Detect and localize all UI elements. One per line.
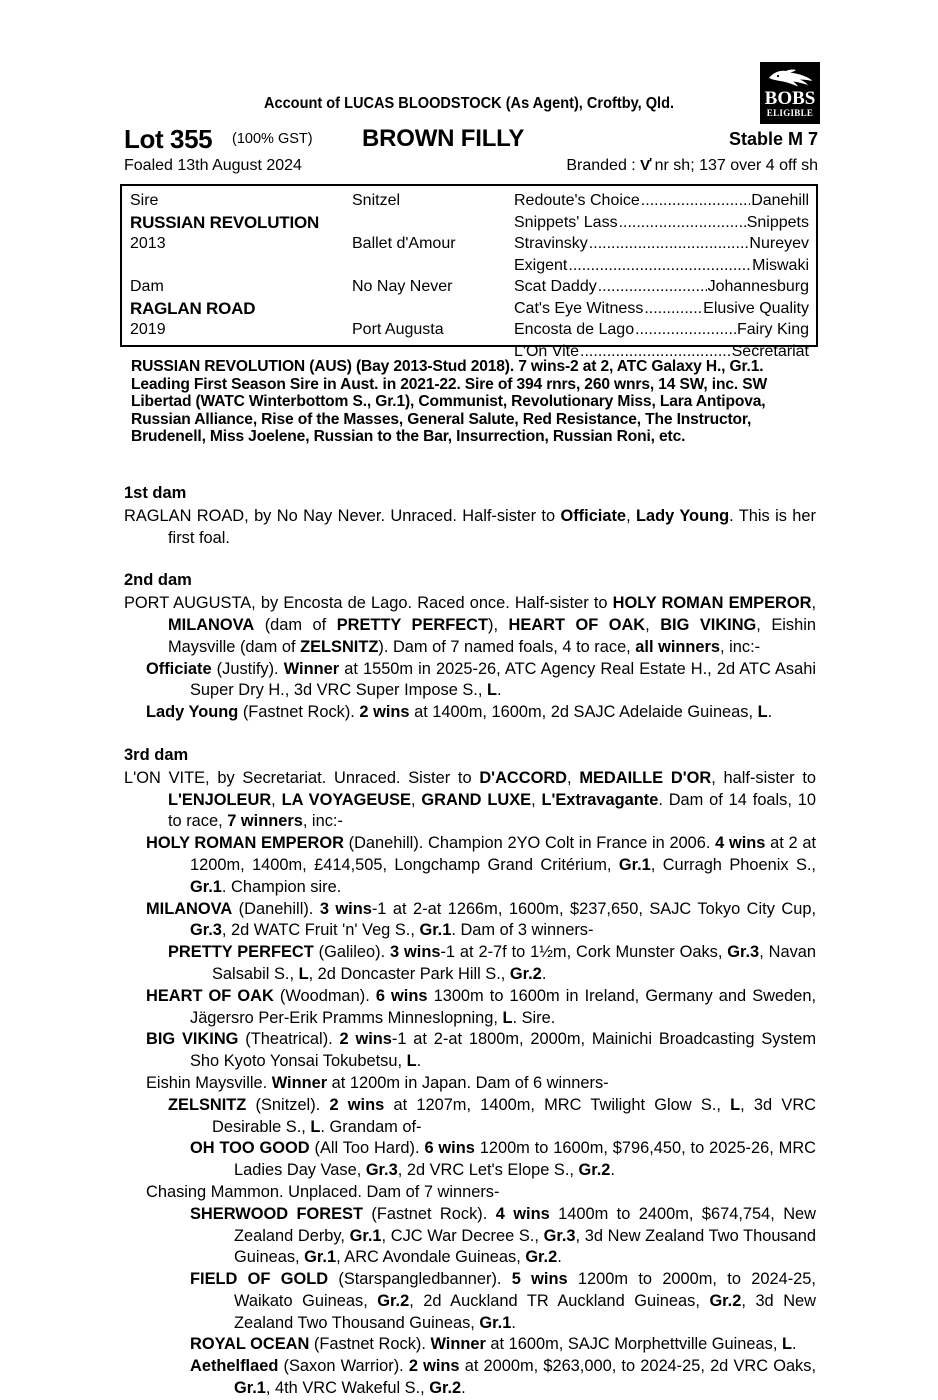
dam-heading: 2nd dam bbox=[124, 571, 192, 590]
dot-leader bbox=[598, 276, 707, 298]
pedigree-entry: OH TOO GOOD (All Too Hard). 6 wins 1200m to 1600m, $796,450, to 2025-26, MRC Ladies Day Vase, Gr.3, 2d VRC Let's Elope S., Gr.2. bbox=[190, 1139, 816, 1180]
pedigree-left-row bbox=[130, 190, 512, 212]
dot-leader bbox=[644, 298, 702, 320]
pedigree-ancestor-value: Fairy King bbox=[736, 321, 809, 338]
lot-header-row bbox=[124, 124, 818, 152]
branded-info bbox=[566, 157, 818, 175]
pedigree-ancestor-value: Secretariat bbox=[731, 342, 809, 360]
brand-symbol-icon: V ' bbox=[640, 157, 650, 174]
pedigree-right-row bbox=[514, 190, 809, 212]
pedigree-right-row bbox=[514, 212, 809, 234]
page-title: BROWN FILLY bbox=[362, 125, 525, 152]
pedigree-ancestor-value: Johannesburg bbox=[707, 278, 809, 295]
pedigree-left-label: 2013 bbox=[130, 235, 166, 252]
dam-heading: 1st dam bbox=[124, 484, 187, 502]
horse-head-icon bbox=[767, 67, 813, 89]
pedigree-right-column bbox=[514, 190, 809, 362]
pedigree-entry: ROYAL OCEAN (Fastnet Rock). Winner at 1600m, SAJC Morphettville Guineas, L. bbox=[190, 1335, 797, 1354]
pedigree-entry: L'ON VITE, by Secretariat. Unraced. Sister to D'ACCORD, MEDAILLE D'OR, half-sister to L'ENJOLEUR, LA VOYAGEUSE, GRAND LUXE, L'Extravagante. Dam of 14 foals, 10 to race, 7 winners, inc:- bbox=[124, 768, 817, 831]
dot-leader bbox=[641, 190, 750, 212]
pedigree-entry: FIELD OF GOLD (Starspangledbanner). 5 wins 1200m to 2000m, to 2024-25, Waikato Guineas, Gr.2, 2d Auckland TR Auckland Guineas, Gr.2, 3d New Zealand Two Thousand Guineas, Gr.1. bbox=[190, 1270, 817, 1332]
pedigree-left-row bbox=[130, 212, 512, 234]
pedigree-entry: Lady Young (Fastnet Rock). 2 wins at 1400m, 1600m, 2d SAJC Adelaide Guineas, L. bbox=[146, 703, 773, 722]
pedigree-left-label: Dam bbox=[130, 278, 164, 295]
logo-eligible-text: ELIGIBLE bbox=[766, 108, 814, 118]
pedigree-right-row bbox=[514, 298, 809, 320]
pedigree-entry: PRETTY PERFECT (Galileo). 3 wins-1 at 2-7f to 1½m, Cork Munster Oaks, Gr.3, Navan Salsabil S., L, 2d Doncaster Park Hill S., Gr.2. bbox=[168, 943, 817, 983]
lot-gst: (100% GST) bbox=[232, 131, 313, 147]
pedigree-entry: RAGLAN ROAD, by No Nay Never. Unraced. Half-sister to Officiate, Lady Young. This is her first foal. bbox=[124, 506, 816, 547]
pedigree-left-row bbox=[130, 319, 512, 341]
dot-leader bbox=[619, 212, 746, 234]
pedigree-ancestor-value: Miswaki bbox=[752, 256, 809, 274]
pedigree-left-value: Port Augusta bbox=[352, 321, 444, 338]
pedigree-left-label: 2019 bbox=[130, 321, 166, 338]
section-gap bbox=[124, 724, 816, 745]
foaled-date: Foaled 13th August 2024 bbox=[124, 157, 302, 174]
pedigree-left-column bbox=[130, 190, 512, 362]
pedigree-ancestor-name: Scat Daddy bbox=[514, 278, 597, 295]
pedigree-left-value: No Nay Never bbox=[352, 278, 453, 295]
pedigree-entry: Eishin Maysville. Winner at 1200m in Japan. Dam of 6 winners- bbox=[146, 1073, 609, 1092]
account-line: Account of LUCAS BLOODSTOCK (As Agent), Croftby, Qld. bbox=[263, 95, 675, 112]
pedigree-ancestor-name: L'On Vite bbox=[514, 342, 580, 360]
section-gap bbox=[124, 549, 816, 570]
pedigree-ancestor-value: Nureyev bbox=[749, 235, 809, 252]
pedigree-right-row bbox=[514, 233, 809, 255]
dot-leader bbox=[589, 233, 749, 255]
pedigree-left-row bbox=[130, 233, 512, 255]
pedigree-entry: Aethelflaed (Saxon Warrior). 2 wins at 2000m, $263,000, to 2024-25, 2d VRC Oaks, Gr.1, 4th VRC Wakeful S., Gr.2. bbox=[190, 1357, 817, 1398]
pedigree-left-label: RAGLAN ROAD bbox=[130, 298, 256, 318]
dot-leader bbox=[635, 319, 736, 341]
pedigree-left-row bbox=[130, 276, 512, 298]
pedigree-entry: Officiate (Justify). Winner at 1550m in 2025-26, ATC Agency Real Estate H., 2d ATC Asahi Super Dry H., 3d VRC Super Impose S., L. bbox=[146, 659, 816, 700]
dot-leader bbox=[568, 255, 751, 277]
pedigree-entry: BIG VIKING (Theatrical). 2 wins-1 at 2-at 1800m, 2000m, Mainichi Broadcasting System Sho Kyoto Yonsai Tokubetsu, L. bbox=[146, 1030, 816, 1071]
pedigree-ancestor-name: Exigent bbox=[514, 256, 568, 274]
pedigree-entry: ZELSNITZ (Snitzel). 2 wins at 1207m, 1400m, MRC Twilight Glow S., L, 3d VRC Desirable S., L. Grandam of- bbox=[168, 1095, 816, 1136]
pedigree-table bbox=[120, 184, 818, 360]
pedigree-left-row bbox=[130, 298, 512, 320]
pedigree-entry: Chasing Mammon. Unplaced. Dam of 7 winners- bbox=[146, 1182, 500, 1201]
branded-prefix: Branded : bbox=[566, 157, 641, 174]
pedigree-left-value: Snitzel bbox=[352, 192, 401, 209]
pedigree-ancestor-value: Elusive Quality bbox=[703, 299, 809, 317]
pedigree-ancestor-name: Redoute's Choice bbox=[514, 192, 640, 209]
branded-rest: nr sh; 137 over 4 off sh bbox=[650, 157, 818, 174]
pedigree-entry: MILANOVA (Danehill). 3 wins-1 at 2-at 1266m, 1600m, $237,650, SAJC Tokyo City Cup, Gr.3, 2d WATC Fruit 'n' Veg S., Gr.1. Dam of 3 winners- bbox=[146, 899, 816, 940]
lot-number: Lot 355 bbox=[124, 124, 213, 154]
pedigree-entry: PORT AUGUSTA, by Encosta de Lago. Raced once. Half-sister to HOLY ROMAN EMPEROR, MILANOVA (dam of PRETTY PERFECT), HEART OF OAK, BIG VIKING, Eishin Maysville (dam of ZELSNITZ). Dam of 7 named foals, 4 to race, all winners, inc:- bbox=[124, 594, 817, 656]
pedigree-left-label: Sire bbox=[130, 192, 159, 209]
pedigree-ancestor-name: Stravinsky bbox=[514, 235, 588, 252]
pedigree-ancestor-name: Snippets' Lass bbox=[514, 213, 618, 231]
pedigree-ancestor-name: Cat's Eye Witness bbox=[514, 299, 644, 317]
pedigree-left-label: RUSSIAN REVOLUTION bbox=[130, 212, 320, 232]
pedigree-body bbox=[124, 483, 816, 1400]
pedigree-entry: SHERWOOD FOREST (Fastnet Rock). 4 wins 1400m to 2400m, $674,754, New Zealand Derby, Gr.1, CJC War Decree S., Gr.3, 3d New Zealand Two Thousand Guineas, Gr.1, ARC Avondale Guineas, Gr.2. bbox=[190, 1204, 817, 1267]
pedigree-right-row bbox=[514, 255, 809, 277]
pedigree-entry: HOLY ROMAN EMPEROR (Danehill). Champion 2YO Colt in France in 2006. 4 wins at 2 at 1200m, 1400m, £414,505, Longchamp Grand Critérium, Gr.1, Curragh Phoenix S., Gr.1. Champion sire. bbox=[146, 834, 817, 896]
pedigree-ancestor-value: Danehill bbox=[751, 192, 809, 209]
dam-heading: 3rd dam bbox=[124, 745, 189, 764]
pedigree-ancestor-value: Snippets bbox=[746, 213, 809, 231]
pedigree-left-row bbox=[130, 255, 512, 277]
pedigree-right-row bbox=[514, 319, 809, 341]
sire-summary: RUSSIAN REVOLUTION (AUS) (Bay 2013-Stud 2018). 7 wins-2 at 2, ATC Galaxy H., Gr.1. Leading First Season Sire in Aust. in 2021-22. Sire of 394 rnrs, 260 wnrs, 14 SW, inc. SW Libertad (WATC Winterbottom S., Gr.1), Communist, Revolutionary Miss, Lara Antipova, Russian Alliance, Rise of the Masses, General Salute, Red Resistance, The Instructor, Brudenell, Miss Joelene, Russian to the Bar, Insurrection, Russian Roni, etc. bbox=[131, 358, 768, 445]
stable-label: Stable M 7 bbox=[728, 129, 818, 149]
logo-bobs-text: BOBS bbox=[764, 88, 816, 109]
pedigree-left-value: Ballet d'Amour bbox=[352, 235, 456, 252]
bobs-eligible-logo bbox=[760, 62, 820, 124]
pedigree-entry: HEART OF OAK (Woodman). 6 wins 1300m to 1600m in Ireland, Germany and Sweden, Jägersro Per-Erik Pramms Minneslopning, L. Sire. bbox=[146, 986, 817, 1027]
pedigree-right-row bbox=[514, 276, 809, 298]
pedigree-ancestor-name: Encosta de Lago bbox=[514, 321, 635, 338]
